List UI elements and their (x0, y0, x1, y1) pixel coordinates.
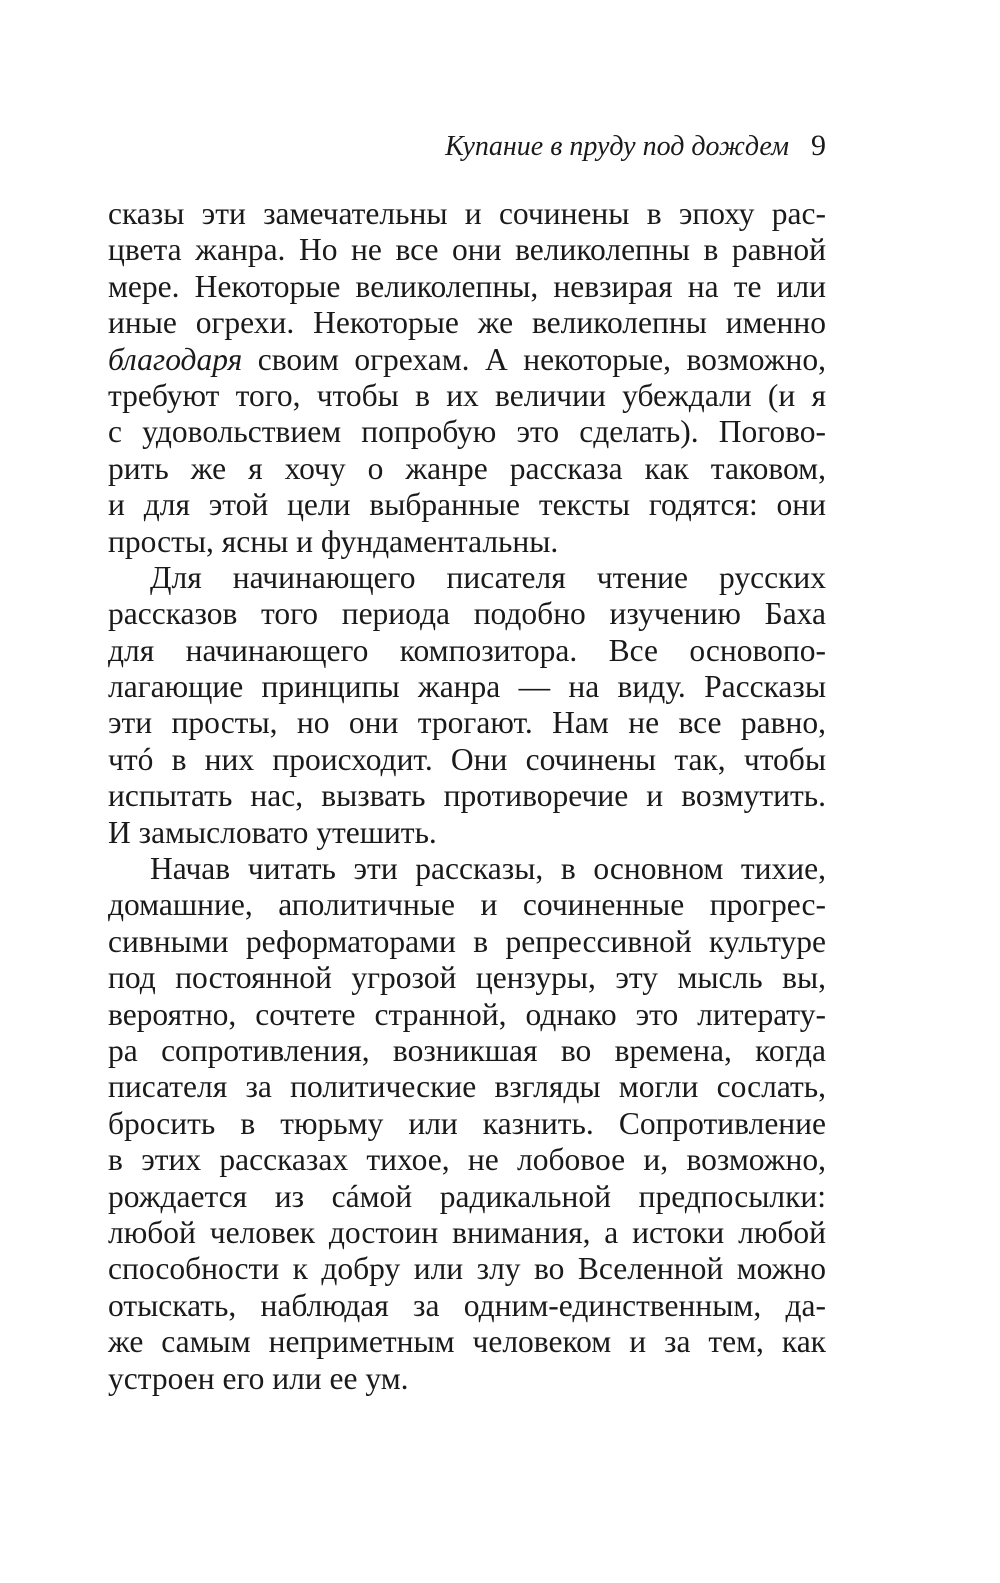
text-line: просты, ясны и фундаментальны. (108, 523, 559, 559)
text-line: и для этой цели выбранные тексты годятся: они (108, 487, 826, 523)
text-line: вероятно, сочтете странной, однако это литерату- (108, 996, 826, 1032)
text-line: сивными реформаторами в репрессивной культуре (108, 923, 826, 959)
text-line: требуют того, чтобы в их величии убеждали (и я (108, 377, 826, 413)
text-line: цвета жанра. Но не все они великолепны в равной (108, 232, 826, 268)
text-line (108, 342, 826, 378)
text-line: с удовольствием попробую это сделать). Погово- (108, 414, 826, 450)
text-line: сказы эти замечательны и сочинены в эпоху рас- (108, 196, 826, 231)
page-number: 9 (811, 129, 826, 162)
running-title: Купание в пруду под дождем (445, 131, 789, 162)
text-line: И замысловато утешить. (108, 814, 437, 850)
text-line: под постоянной угрозой цензуры, эту мысль вы, (108, 960, 826, 996)
text-line: чтó в них происходит. Они сочинены так, чтобы (108, 741, 826, 777)
text-line: рождается из сáмой радикальной предпосылки: (108, 1178, 826, 1214)
text-line: бросить в тюрьму или казнить. Сопротивление (108, 1105, 826, 1141)
text-line: в этих рассказах тихое, не лобовое и, возможно, (108, 1142, 826, 1178)
text-line: отыскать, наблюдая за одним-единственным, да- (108, 1287, 826, 1323)
text-line: иные огрехи. Некоторые же великолепны именно (108, 305, 826, 341)
running-head (108, 122, 826, 170)
text-line: рассказов того периода подобно изучению Баха (108, 596, 826, 632)
text-line: писателя за политические взгляды могли сослать, (108, 1069, 826, 1105)
text-line: устроен его или ее ум. (108, 1360, 409, 1396)
text-line: любой человек достоин внимания, а истоки любой (108, 1214, 826, 1250)
text-line: Для начинающего писателя чтение русских (150, 559, 826, 595)
text-line: способности к добру или злу во Вселенной можно (108, 1251, 826, 1287)
italic-word: благодаря (108, 341, 243, 377)
text-line: ра сопротивления, возникшая во времена, когда (108, 1032, 826, 1068)
body-text (108, 196, 826, 1397)
text-line-rest: своим огрехам. А некоторые, возможно, (257, 341, 827, 377)
text-line: рить же я хочу о жанре рассказа как таковом, (108, 450, 826, 486)
text-line: мере. Некоторые великолепны, невзирая на те или (108, 268, 826, 304)
text-line: домашние, аполитичные и сочиненные прогрес- (108, 887, 826, 923)
text-line: испытать нас, вызвать противоречие и возмутить. (108, 778, 826, 814)
text-line: Начав читать эти рассказы, в основном тихие, (150, 851, 826, 887)
text-line: для начинающего композитора. Все основопо- (108, 632, 826, 668)
text-line: лагающие принципы жанра — на виду. Рассказы (108, 669, 826, 705)
text-line: эти просты, но они трогают. Нам не все равно, (108, 705, 826, 741)
text-line: же самым неприметным человеком и за тем, как (108, 1324, 826, 1360)
